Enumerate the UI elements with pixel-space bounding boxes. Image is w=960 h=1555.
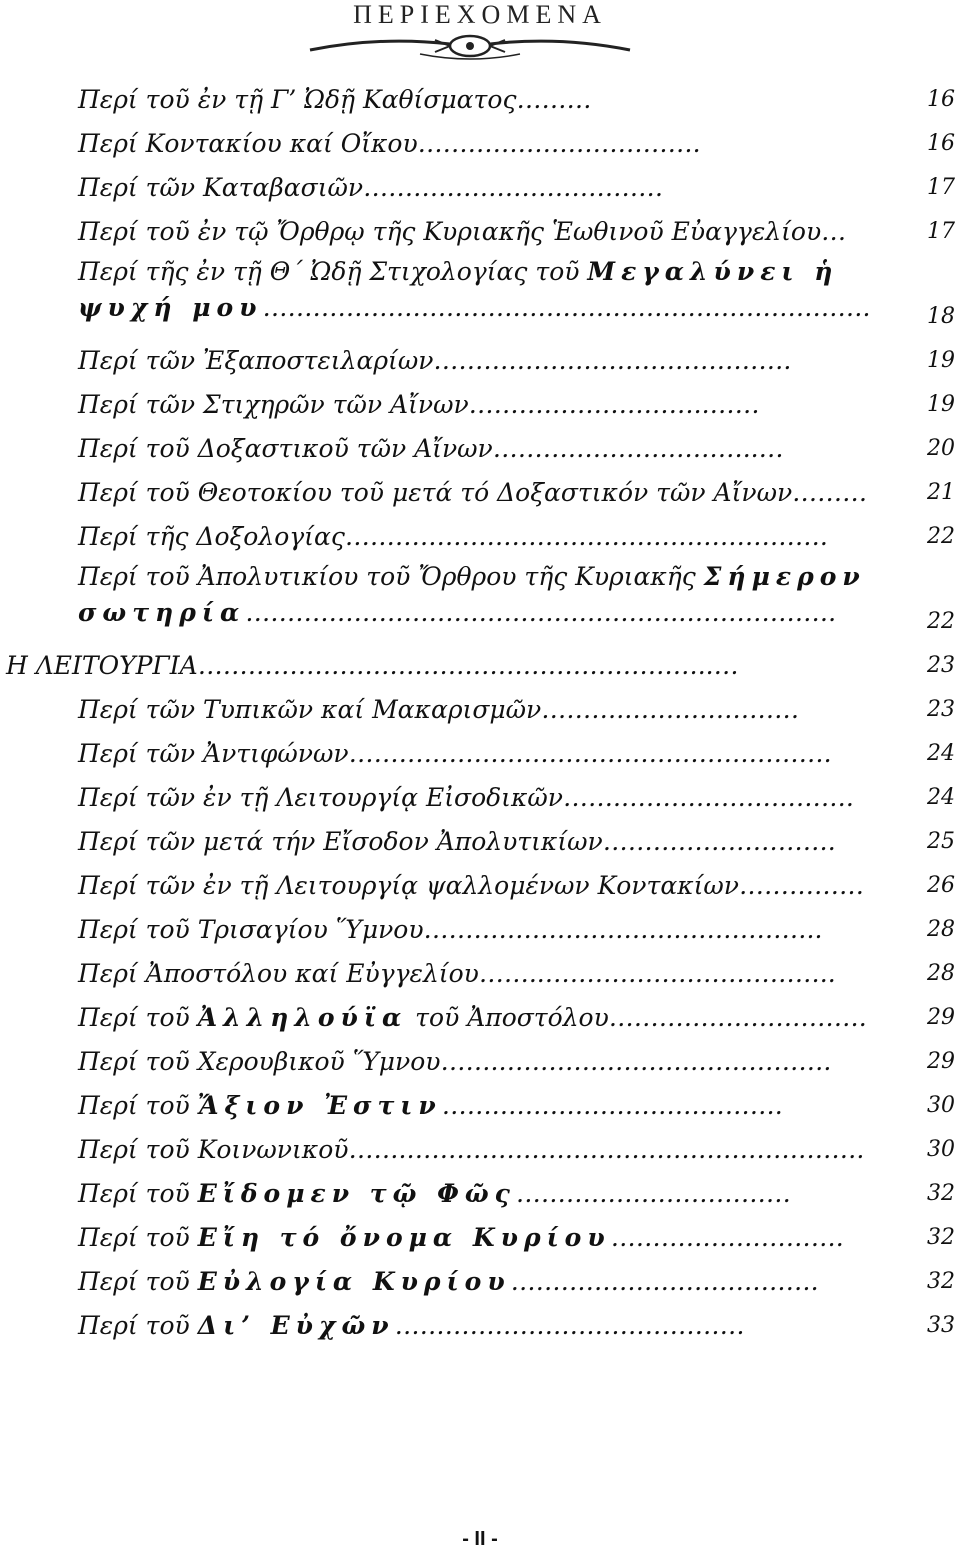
toc-entry-title-part: ………………………. xyxy=(610,1223,844,1252)
toc-entry-page: 24 xyxy=(927,741,955,766)
toc-entry-page: 25 xyxy=(927,829,955,854)
toc-entry-title: Περί τοῦ Δοξαστικοῦ τῶν Αἴνων…………………………..… xyxy=(78,434,784,463)
toc-entry-page: 30 xyxy=(927,1093,955,1118)
toc-entry[interactable] xyxy=(0,1260,960,1304)
toc-entry-emphasis: Ἀλληλούϊα xyxy=(197,1003,408,1032)
toc-entry-page: 22 xyxy=(927,609,955,634)
toc-entry-page: 21 xyxy=(927,480,955,505)
toc-entry-title-part: τοῦ Ἀποστόλου…………………………. xyxy=(407,1003,867,1032)
toc-entry[interactable] xyxy=(0,1128,960,1172)
toc-entry-page: 20 xyxy=(927,436,955,461)
toc-entry-title: Περί τοῦ ἐν τῇ Γ’ Ὠδῇ Καθίσματος……… xyxy=(78,85,592,114)
toc-entry-title: Περί τῆς Δοξολογίας…………………………………………………. xyxy=(78,522,828,551)
toc-entry-title-part: Περί τοῦ xyxy=(78,1223,198,1252)
toc-entry-title xyxy=(78,1304,745,1348)
toc-entry-page: 32 xyxy=(927,1225,955,1250)
toc-entry[interactable] xyxy=(0,210,960,254)
toc-entry-emphasis: Εὐλογία Κυρίου xyxy=(197,1267,511,1296)
toc-entry[interactable] xyxy=(0,78,960,122)
toc-entry[interactable] xyxy=(0,732,960,776)
toc-entry-emphasis: Εἴδομεν τῷ Φῶς xyxy=(197,1179,516,1208)
toc-entry-page: 16 xyxy=(927,131,955,156)
toc-entry-title-part: Περί τῆς ἐν τῇ Θ΄ Ὠδῇ Στιχολογίας τοῦ xyxy=(78,257,588,286)
toc-entry-page: 32 xyxy=(927,1181,955,1206)
toc-entry-title: Περί τῶν Τυπικῶν καί Μακαρισμῶν……….………………… xyxy=(78,695,800,724)
toc-entry-page: 28 xyxy=(927,961,955,986)
toc-entry-page: 28 xyxy=(927,917,955,942)
toc-entry-title: Περί τοῦ Κοινωνικοῦ…….………………………………………………. xyxy=(78,1135,865,1164)
toc-entry-title xyxy=(78,1260,819,1304)
toc-entry-emphasis: Δι’ Εὐχῶν xyxy=(197,1311,395,1340)
toc-entry[interactable] xyxy=(0,122,960,166)
toc-entry-title: Περί τῶν Ἀντιφώνων…………………………………………………. xyxy=(78,739,832,768)
page-title: ΠΕΡΙΕΧΟΜΕΝΑ xyxy=(353,0,607,29)
toc-entry-title xyxy=(78,559,866,631)
toc-entry-page: 23 xyxy=(927,653,955,678)
toc-entry-title-part: Περί τοῦ xyxy=(78,1003,198,1032)
toc-entry-page: 33 xyxy=(927,1313,955,1338)
toc-entry[interactable] xyxy=(0,1040,960,1084)
toc-entry[interactable] xyxy=(0,952,960,996)
toc-entry-page: 29 xyxy=(927,1005,955,1030)
toc-entry-title xyxy=(78,1084,783,1128)
toc-entry-page: 24 xyxy=(927,785,955,810)
toc-entry[interactable] xyxy=(0,688,960,732)
toc-entry-title: Περί τοῦ Χερουβικοῦ Ὕμνου…….…………………………………. xyxy=(78,1047,832,1076)
toc-entry-page: 22 xyxy=(927,524,955,549)
toc-entry-page: 17 xyxy=(927,175,955,200)
table-of-contents xyxy=(0,78,960,1348)
toc-entry-emphasis: σωτηρία xyxy=(78,598,246,627)
toc-entry-page: 26 xyxy=(927,873,955,898)
toc-entry[interactable] xyxy=(0,515,960,559)
toc-entry[interactable] xyxy=(0,339,960,383)
toc-entry[interactable] xyxy=(0,908,960,952)
toc-entry-title: Περί τῶν ἐν τῇ Λειτουργίᾳ Εἰσοδικῶν…….………………………. xyxy=(78,783,854,812)
toc-entry-title-part: …………………………………… xyxy=(394,1311,745,1340)
toc-entry[interactable] xyxy=(0,864,960,908)
toc-entry-title-part: Περί τοῦ xyxy=(78,1267,198,1296)
toc-entry-page: 32 xyxy=(927,1269,955,1294)
toc-entry-title-part: Περί τοῦ xyxy=(78,1091,198,1120)
toc-entry[interactable] xyxy=(0,1216,960,1260)
toc-entry-title-part: …………………………… xyxy=(515,1179,791,1208)
toc-entry-emphasis: Ἄξιον Ἐστιν xyxy=(197,1091,442,1120)
toc-entry[interactable] xyxy=(0,996,960,1040)
toc-entry-emphasis: ψυχή μου xyxy=(78,293,263,322)
toc-entry-title: Περί τοῦ Θεοτοκίου τοῦ μετά τό Δοξαστικόν τῶν Αἴνων……… xyxy=(78,478,868,507)
page-number: - ΙΙ - xyxy=(462,1528,498,1550)
toc-entry-leader: …………………………………………….………………. xyxy=(245,598,837,627)
toc-entry-title: Περί τοῦ Τρισαγίου Ὕμνου………………………….…………….. xyxy=(78,915,823,944)
toc-entry-page: 29 xyxy=(927,1049,955,1074)
toc-entry-title: Περί τῶν μετά τήν Εἴσοδον Ἀπολυτικίων………………………. xyxy=(78,827,836,856)
toc-entry-emphasis: Εἴη τό ὄνομα Κυρίου xyxy=(197,1223,611,1252)
toc-entry-title: Περί τῶν Καταβασιῶν……………………………… xyxy=(78,173,664,202)
toc-entry-title: Περί τῶν ἐν τῇ Λειτουργίᾳ ψαλλομένων Κοντακίων…………… xyxy=(78,871,864,900)
toc-entry-leader: ………………………………………………………………. xyxy=(262,293,871,322)
toc-entry-page: 17 xyxy=(927,219,955,244)
toc-entry[interactable] xyxy=(0,1172,960,1216)
toc-entry-emphasis: Σήμερον xyxy=(703,562,866,591)
toc-entry[interactable] xyxy=(0,776,960,820)
toc-entry[interactable] xyxy=(0,1304,960,1348)
toc-entry-emphasis: Μεγαλύνει ἡ xyxy=(587,257,839,286)
toc-entry-title-part: Περί τοῦ xyxy=(78,1311,198,1340)
toc-entry-page: 30 xyxy=(927,1137,955,1162)
toc-entry-title-part: Περί τοῦ xyxy=(78,1179,198,1208)
toc-entry-page: 19 xyxy=(927,392,955,417)
toc-entry[interactable] xyxy=(0,471,960,515)
toc-section-heading[interactable] xyxy=(0,644,960,688)
toc-entry-title-part: Περί τοῦ Ἀπολυτικίου τοῦ Ὄρθρου τῆς Κυριακῆς xyxy=(78,562,704,591)
toc-entry-title xyxy=(78,1172,791,1216)
toc-entry-title xyxy=(78,1216,844,1260)
toc-entry-page: 19 xyxy=(927,348,955,373)
toc-entry-title: Η ΛΕΙΤΟΥΡΓΙΑ……………………………………………………..… xyxy=(6,651,739,680)
toc-entry-title-part: ………………………………. xyxy=(510,1267,819,1296)
toc-entry-title: Περί Ἀποστόλου καί Εὐγγελίου……..…………………………….. xyxy=(78,959,836,988)
toc-entry-page: 18 xyxy=(927,304,955,329)
toc-entry[interactable] xyxy=(0,427,960,471)
toc-entry-title xyxy=(78,254,870,326)
toc-entry-page: 16 xyxy=(927,87,955,112)
toc-entry-page: 23 xyxy=(927,697,955,722)
toc-entry-title xyxy=(78,996,867,1040)
ornament-divider-icon xyxy=(300,30,640,64)
toc-entry-title-part: …….……………………………. xyxy=(441,1091,783,1120)
toc-entry-title: Περί τοῦ ἐν τῷ Ὄρθρῳ τῆς Κυριακῆς Ἑωθινοῦ Εὐαγγελίου… xyxy=(78,217,847,246)
toc-entry[interactable] xyxy=(0,383,960,427)
toc-entry-title: Περί τῶν Ἐξαποστειλαρίων……………………………………. xyxy=(78,346,792,375)
toc-entry[interactable] xyxy=(0,254,960,339)
toc-entry[interactable] xyxy=(0,559,960,644)
toc-entry[interactable] xyxy=(0,166,960,210)
toc-entry-title: Περί τῶν Στιχηρῶν τῶν Αἴνων………………………..…… xyxy=(78,390,760,419)
toc-entry-title: Περί Κοντακίου καί Οἴκου……………………………. xyxy=(78,129,701,158)
toc-entry[interactable] xyxy=(0,820,960,864)
toc-entry[interactable] xyxy=(0,1084,960,1128)
